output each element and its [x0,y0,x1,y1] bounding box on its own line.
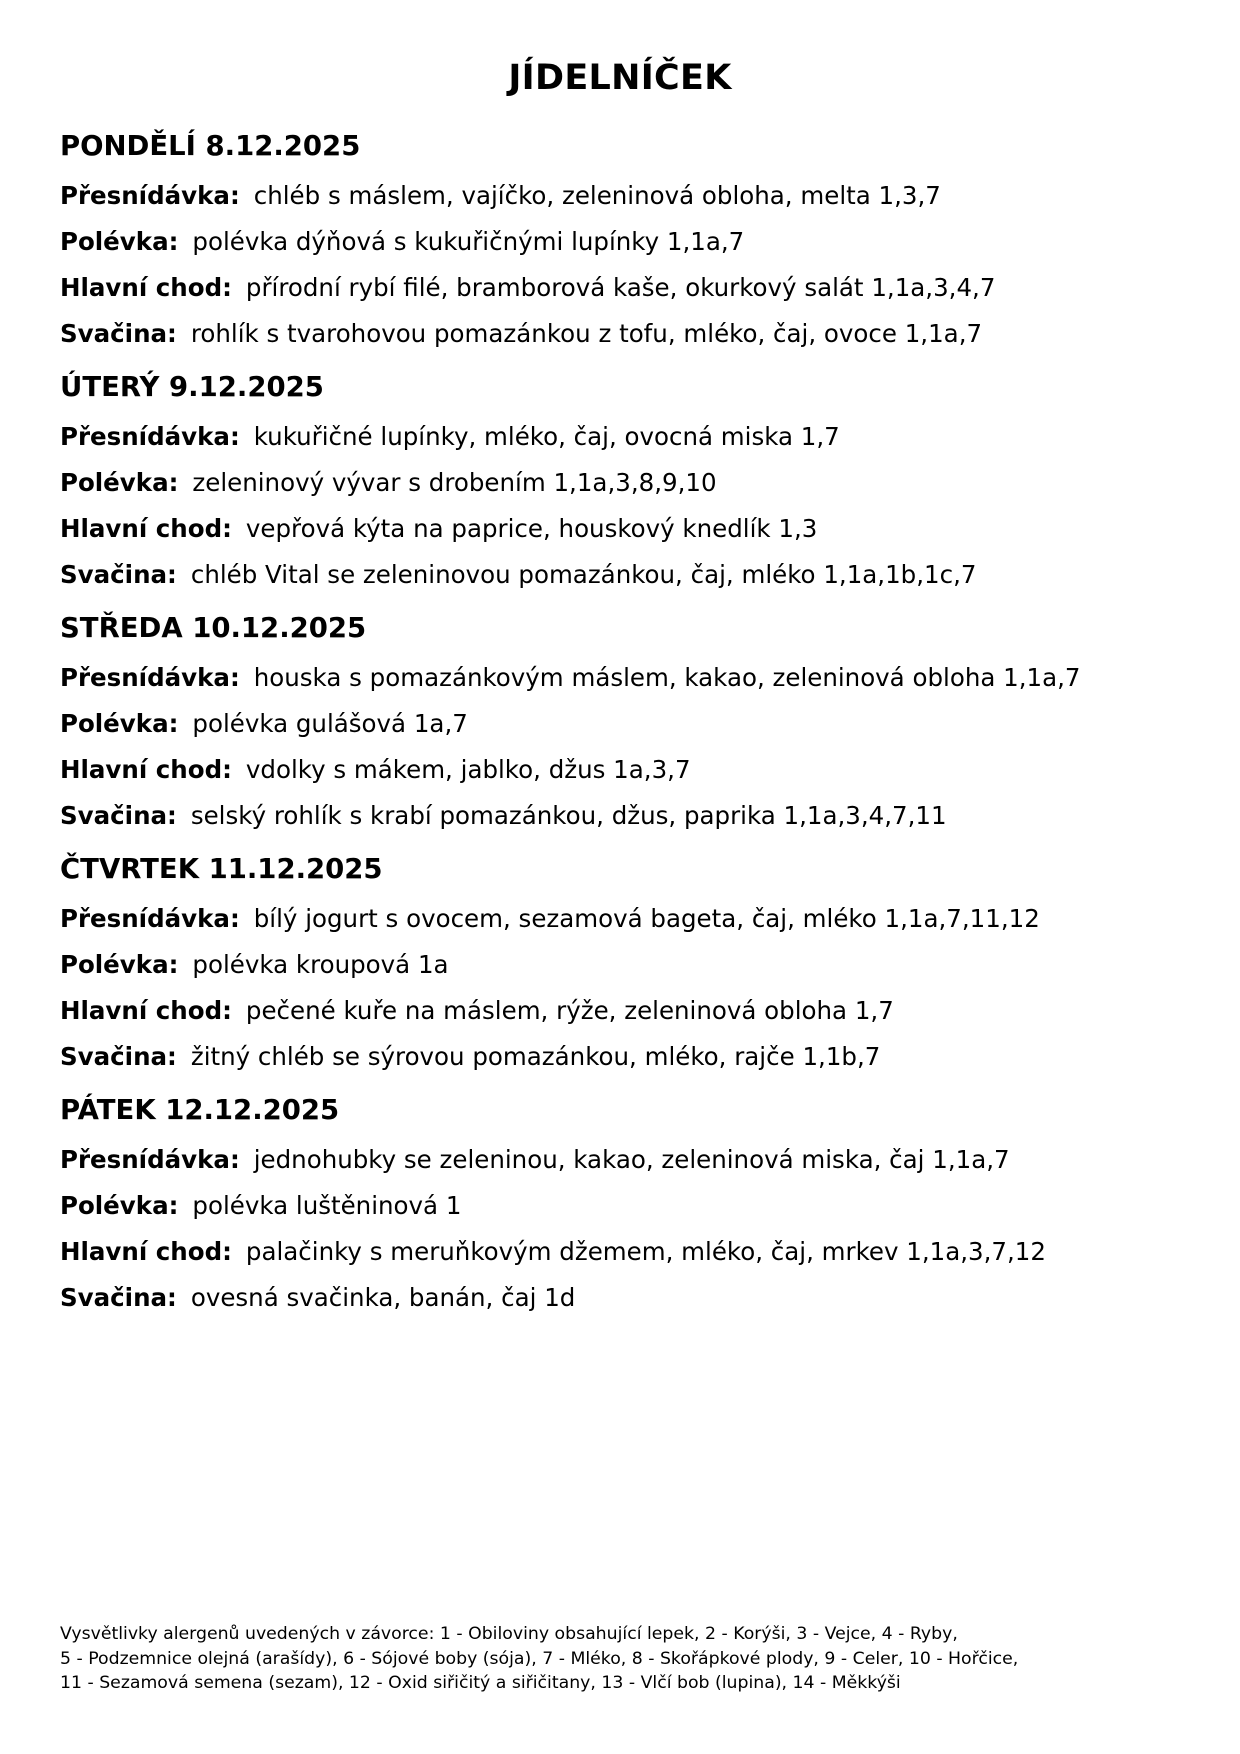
meal-text: polévka gulášová 1a,7 [192,709,468,738]
meal-label: Přesnídávka: [60,422,240,451]
weekly-menu [60,128,1200,1321]
page-title: JÍDELNÍČEK [508,58,732,98]
meal-text: přírodní rybí filé, bramborová kaše, okurkový salát 1,1a,3,4,7 [245,273,996,302]
meal-text: vdolky s mákem, jablko, džus 1a,3,7 [245,755,691,784]
meal-label: Přesnídávka: [60,181,240,210]
allergen-legend [60,1622,1200,1696]
meal-label: Svačina: [60,560,177,589]
day-heading: PÁTEK 12.12.2025 [60,1094,340,1126]
meal-label: Polévka: [60,709,179,738]
meal-text: chléb Vital se zeleninovou pomazánkou, čaj, mléko 1,1a,1b,1c,7 [190,560,977,589]
meal-label: Svačina: [60,1042,177,1071]
meal-label: Svačina: [60,319,177,348]
day-monday [60,128,1200,357]
meal-text: rohlík s tvarohovou pomazánkou z tofu, mléko, čaj, ovoce 1,1a,7 [190,319,983,348]
meal-row-soup [60,460,1200,506]
meal-row-soup [60,219,1200,265]
meal-row-main-course [60,1229,1200,1275]
day-thursday [60,851,1200,1080]
meal-label: Svačina: [60,801,177,830]
meal-text: selský rohlík s krabí pomazánkou, džus, paprika 1,1a,3,4,7,11 [190,801,947,830]
meal-text: polévka luštěninová 1 [192,1191,462,1220]
meal-label: Hlavní chod: [60,755,232,784]
meal-text: vepřová kýta na paprice, houskový knedlík 1,3 [245,514,818,543]
meal-row-snack-morning [60,173,1200,219]
meal-label: Svačina: [60,1283,177,1312]
day-tuesday [60,369,1200,598]
meal-label: Přesnídávka: [60,1145,240,1174]
day-heading: ÚTERÝ 9.12.2025 [60,371,324,403]
meal-row-soup [60,701,1200,747]
meal-text: polévka kroupová 1a [192,950,449,979]
meal-row-snack-morning [60,414,1200,460]
meal-label: Přesnídávka: [60,904,240,933]
meal-label: Polévka: [60,1191,179,1220]
meal-text: ovesná svačinka, banán, čaj 1d [190,1283,576,1312]
meal-row-main-course [60,506,1200,552]
day-heading: ČTVRTEK 11.12.2025 [60,853,383,885]
meal-row-main-course [60,265,1200,311]
meal-text: jednohubky se zeleninou, kakao, zeleninová miska, čaj 1,1a,7 [253,1145,1010,1174]
day-wednesday [60,610,1200,839]
meal-label: Polévka: [60,950,179,979]
meal-text: palačinky s meruňkovým džemem, mléko, čaj, mrkev 1,1a,3,7,12 [245,1237,1046,1266]
meal-text: polévka dýňová s kukuřičnými lupínky 1,1a,7 [192,227,745,256]
legend-line: 5 - Podzemnice olejná (arašídy), 6 - Sójové boby (sója), 7 - Mléko, 8 - Skořápkové plody, 9 - Celer, 10 - Hořčice, [60,1648,1019,1669]
meal-row-snack-afternoon [60,552,1200,598]
meal-row-snack-morning [60,1137,1200,1183]
meal-row-snack-afternoon [60,793,1200,839]
meal-label: Hlavní chod: [60,514,232,543]
meal-row-snack-morning [60,896,1200,942]
meal-label: Hlavní chod: [60,996,232,1025]
meal-row-snack-afternoon [60,311,1200,357]
meal-row-soup [60,942,1200,988]
meal-label: Přesnídávka: [60,663,240,692]
day-friday [60,1092,1200,1321]
day-heading: STŘEDA 10.12.2025 [60,612,367,644]
meal-row-snack-afternoon [60,1275,1200,1321]
meal-row-main-course [60,747,1200,793]
meal-label: Polévka: [60,468,179,497]
meal-text: kukuřičné lupínky, mléko, čaj, ovocná miska 1,7 [253,422,840,451]
legend-line: 11 - Sezamová semena (sezam), 12 - Oxid siřičitý a siřičitany, 13 - Vlčí bob (lupina), 14 - Měkkýši [60,1673,901,1693]
legend-line: Vysvětlivky alergenů uvedených v závorce: 1 - Obiloviny obsahující lepek, 2 - Korýši, 3 - Vejce, 4 - Ryby, [60,1624,958,1644]
meal-text: pečené kuře na máslem, rýže, zeleninová obloha 1,7 [245,996,894,1025]
meal-label: Hlavní chod: [60,1237,232,1266]
meal-text: houska s pomazánkovým máslem, kakao, zeleninová obloha 1,1a,7 [253,663,1081,692]
meal-text: chléb s máslem, vajíčko, zeleninová obloha, melta 1,3,7 [253,181,941,210]
meal-row-snack-morning [60,655,1200,701]
meal-label: Hlavní chod: [60,273,232,302]
meal-label: Polévka: [60,227,179,256]
meal-row-snack-afternoon [60,1034,1200,1080]
meal-row-soup [60,1183,1200,1229]
meal-text: zeleninový vývar s drobením 1,1a,3,8,9,10 [192,468,717,497]
meal-row-main-course [60,988,1200,1034]
meal-text: žitný chléb se sýrovou pomazánkou, mléko, rajče 1,1b,7 [190,1042,881,1071]
meal-text: bílý jogurt s ovocem, sezamová bageta, čaj, mléko 1,1a,7,11,12 [253,904,1040,933]
day-heading: PONDĚLÍ 8.12.2025 [60,130,361,162]
